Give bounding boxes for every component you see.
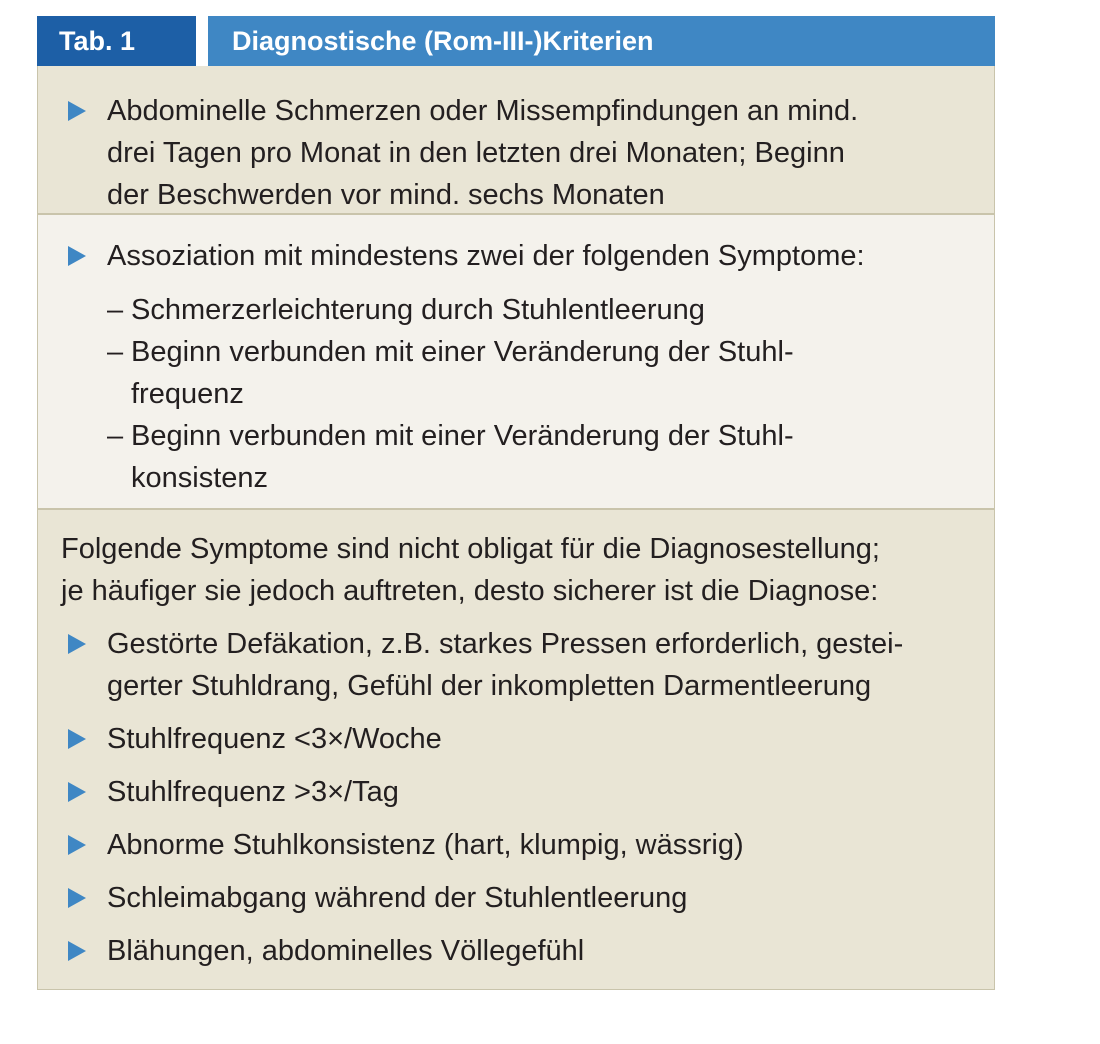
symptom-item-frequency-high [38,771,994,813]
sub-item-frequency [38,331,994,415]
symptom-line: Stuhlfrequenz >3×/Tag [107,776,399,808]
symptom-item-defecation [38,623,994,707]
triangle-right-icon [68,729,86,749]
table-number-label: Tab. 1 [37,16,196,66]
triangle-right-icon [68,101,86,121]
criteria-table [37,16,995,990]
sub-item-line: frequenz [131,378,244,410]
association-intro: Assoziation mit mindestens zwei der folgenden Symptome: [107,240,865,272]
triangle-right-icon [68,634,86,654]
sub-item-line: Schmerzerleichterung durch Stuhlentleerung [131,294,705,326]
criterion-line: Abdominelle Schmerzen oder Missempfindungen an mind. [107,95,859,127]
association-item [38,235,994,277]
criterion-line: der Beschwerden vor mind. sechs Monaten [107,179,665,211]
symptom-item-bloating [38,930,994,972]
table-title: Diagnostische (Rom-III-)Kriterien [208,16,995,66]
dash-marker: – [107,294,124,326]
table-body [37,66,995,990]
triangle-right-icon [68,888,86,908]
criterion-item [38,90,994,216]
triangle-right-icon [68,782,86,802]
sub-item-relief [38,289,994,331]
symptom-line: Stuhlfrequenz <3×/Woche [107,723,442,755]
triangle-right-icon [68,941,86,961]
symptom-line: Gestörte Defäkation, z.B. starkes Pressen erforderlich, gestei- [107,628,904,660]
symptom-item-mucus [38,877,994,919]
sub-item-line: Beginn verbunden mit einer Veränderung der Stuhl- [131,420,794,452]
triangle-right-icon [68,835,86,855]
sub-item-line: Beginn verbunden mit einer Veränderung der Stuhl- [131,336,794,368]
section-main-criterion [38,66,994,215]
symptom-item-consistency [38,824,994,866]
sub-item-line: konsistenz [131,462,269,494]
supporting-intro-line: je häufiger sie jedoch auftreten, desto sicherer ist die Diagnose: [61,575,879,607]
dash-marker: – [107,336,124,368]
supporting-intro-line: Folgende Symptome sind nicht obligat für die Diagnosestellung; [61,533,880,565]
sub-item-consistency [38,415,994,499]
triangle-right-icon [68,246,86,266]
dash-marker: – [107,420,124,452]
symptom-line: Schleimabgang während der Stuhlentleerung [107,882,688,914]
symptom-item-frequency-low [38,718,994,760]
symptom-line: Blähungen, abdominelles Völlegefühl [107,935,585,967]
section-associated-symptoms [38,215,994,510]
criterion-line: drei Tagen pro Monat in den letzten drei Monaten; Beginn [107,137,845,169]
section-supporting-symptoms [38,510,994,989]
symptom-line: gerter Stuhldrang, Gefühl der inkompletten Darmentleerung [107,670,872,702]
table-header [37,16,995,66]
symptom-line: Abnorme Stuhlkonsistenz (hart, klumpig, wässrig) [107,829,744,861]
supporting-intro [38,528,994,612]
